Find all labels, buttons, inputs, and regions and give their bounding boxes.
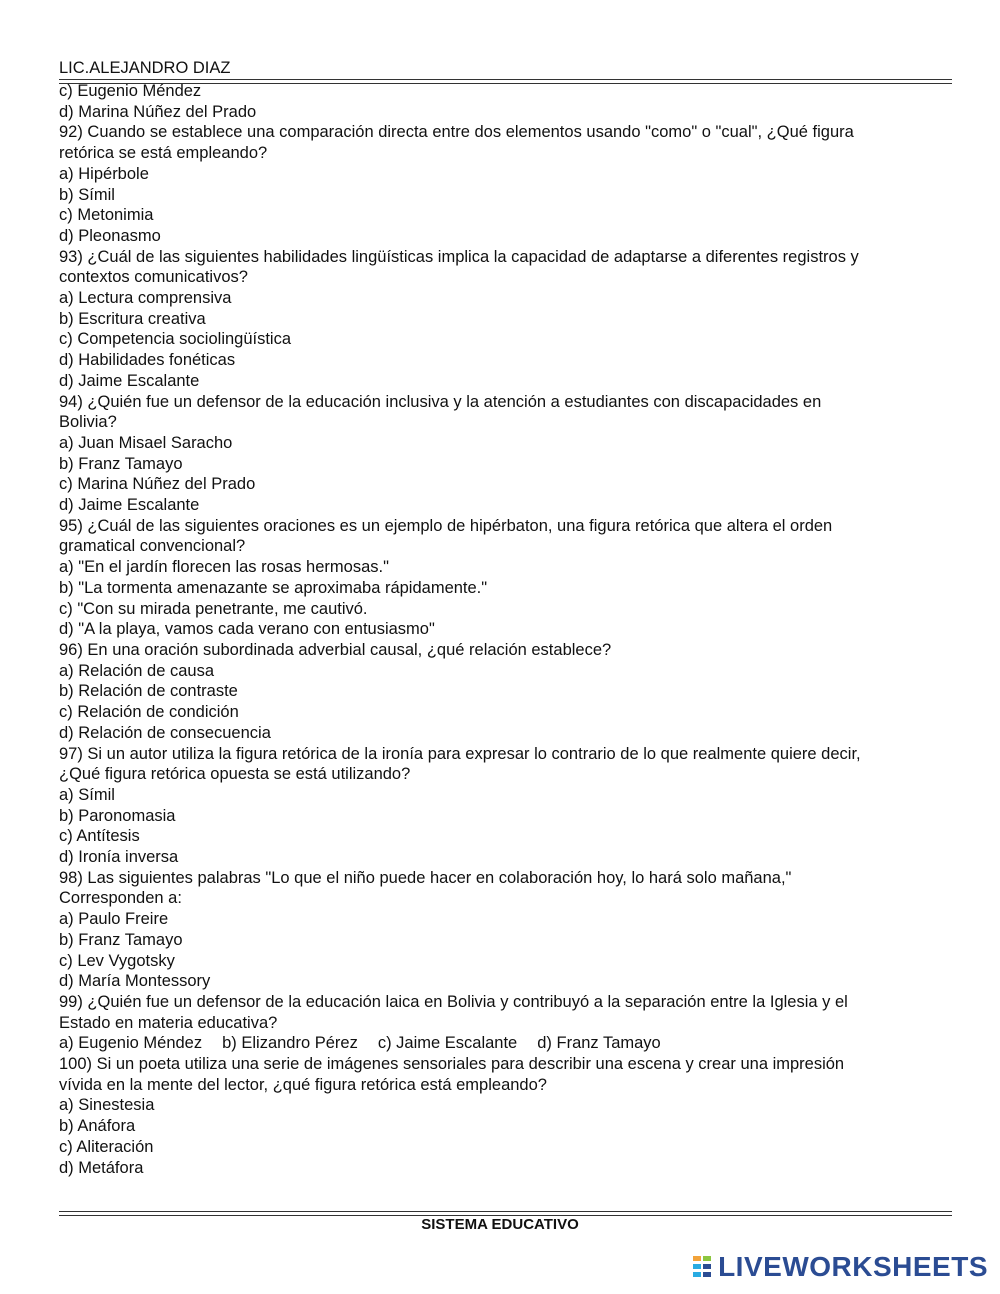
text-line: d) Marina Núñez del Prado <box>59 102 257 121</box>
text-line: c) Metonimia <box>59 206 154 225</box>
text-line: vívida en la mente del lector, ¿qué figura retórica está empleando? <box>59 1075 547 1094</box>
text-line: b) Símil <box>59 185 115 204</box>
text-line: a) "En el jardín florecen las rosas hermosas." <box>59 558 389 577</box>
text-line: 95) ¿Cuál de las siguientes oraciones es un ejemplo de hipérbaton, una figura retórica que altera el orden <box>59 516 833 535</box>
brand-logo[interactable] <box>692 1251 988 1283</box>
q99-option: a) Eugenio Méndez <box>59 1034 203 1053</box>
text-line: a) Lectura comprensiva <box>59 289 232 308</box>
text-line: d) Pleonasmo <box>59 226 161 245</box>
text-line: a) Relación de causa <box>59 661 215 680</box>
brand-name: LIVEWORKSHEETS <box>718 1251 988 1282</box>
text-line: d) Jaime Escalante <box>59 371 200 390</box>
text-line: 94) ¿Quién fue un defensor de la educación inclusiva y la atención a estudiantes con discapacidades en <box>59 392 822 411</box>
text-line: d) María Montessory <box>59 972 211 991</box>
text-line: c) Eugenio Méndez <box>59 82 202 100</box>
text-line: 93) ¿Cuál de las siguientes habilidades lingüísticas implica la capacidad de adaptarse a diferentes registros y <box>59 247 859 266</box>
text-line: 100) Si un poeta utiliza una serie de imágenes sensoriales para describir una escena y crear una impresión <box>59 1055 845 1074</box>
liveworksheets-icon <box>692 1255 714 1279</box>
text-line: d) Ironía inversa <box>59 848 179 867</box>
text-line: d) Relación de consecuencia <box>59 723 271 742</box>
text-line: Estado en materia educativa? <box>59 1013 278 1032</box>
q99-options <box>59 1033 952 1054</box>
text-line: c) Marina Núñez del Prado <box>59 475 256 494</box>
text-line: b) Anáfora <box>59 1117 136 1136</box>
text-line: Bolivia? <box>59 413 117 432</box>
text-line: c) Competencia sociolingüística <box>59 330 292 349</box>
text-line: 97) Si un autor utiliza la figura retórica de la ironía para expresar lo contrario de lo que realmente quiere decir, <box>59 744 861 763</box>
text-line: gramatical convencional? <box>59 537 246 556</box>
text-line: contextos comunicativos? <box>59 268 248 287</box>
text-line: a) Paulo Freire <box>59 910 169 929</box>
footer-title: SISTEMA EDUCATIVO <box>421 1216 579 1233</box>
text-line: c) Antítesis <box>59 827 140 846</box>
text-line: b) Escritura creativa <box>59 309 206 328</box>
text-line: c) Relación de condición <box>59 703 239 722</box>
text-line: a) Símil <box>59 785 115 804</box>
text-line: 92) Cuando se establece una comparación directa entre dos elementos usando "como" o "cual", ¿Qué figura <box>59 123 854 142</box>
text-line: b) Franz Tamayo <box>59 930 183 949</box>
q99-option: d) Franz Tamayo <box>537 1034 661 1053</box>
text-line: Corresponden a: <box>59 889 182 908</box>
text-line: d) Metáfora <box>59 1158 144 1177</box>
text-line: 98) Las siguientes palabras "Lo que el niño puede hacer en colaboración hoy, lo hará solo mañana," <box>59 868 792 887</box>
text-line: 99) ¿Quién fue un defensor de la educación laica en Bolivia y contribuyó a la separación entre la Iglesia y el <box>59 992 848 1011</box>
text-line: d) "A la playa, vamos cada verano con entusiasmo" <box>59 620 435 639</box>
text-line: b) "La tormenta amenazante se aproximaba rápidamente." <box>59 578 488 597</box>
question-lines-after <box>59 1054 952 1178</box>
q99-option: c) Jaime Escalante <box>377 1034 518 1053</box>
text-line: a) Hipérbole <box>59 164 149 183</box>
text-line: d) Jaime Escalante <box>59 496 200 515</box>
text-line: c) Aliteración <box>59 1137 154 1156</box>
text-line: a) Juan Misael Saracho <box>59 433 233 452</box>
text-line: ¿Qué figura retórica opuesta se está utilizando? <box>59 765 411 784</box>
text-line: 96) En una oración subordinada adverbial causal, ¿qué relación establece? <box>59 640 612 659</box>
text-line: b) Paronomasia <box>59 806 176 825</box>
document-header: LIC.ALEJANDRO DIAZ <box>59 59 231 77</box>
q99-option: b) Elizandro Pérez <box>222 1034 358 1053</box>
text-line: b) Relación de contraste <box>59 682 238 701</box>
question-lines <box>59 81 952 1033</box>
text-line: retórica se está empleando? <box>59 144 268 163</box>
text-line: d) Habilidades fonéticas <box>59 351 236 370</box>
text-line: c) Lev Vygotsky <box>59 951 175 970</box>
text-line: a) Sinestesia <box>59 1096 155 1115</box>
text-line: c) "Con su mirada penetrante, me cautivó. <box>59 599 368 618</box>
document-body <box>59 81 952 1181</box>
text-line: b) Franz Tamayo <box>59 454 183 473</box>
